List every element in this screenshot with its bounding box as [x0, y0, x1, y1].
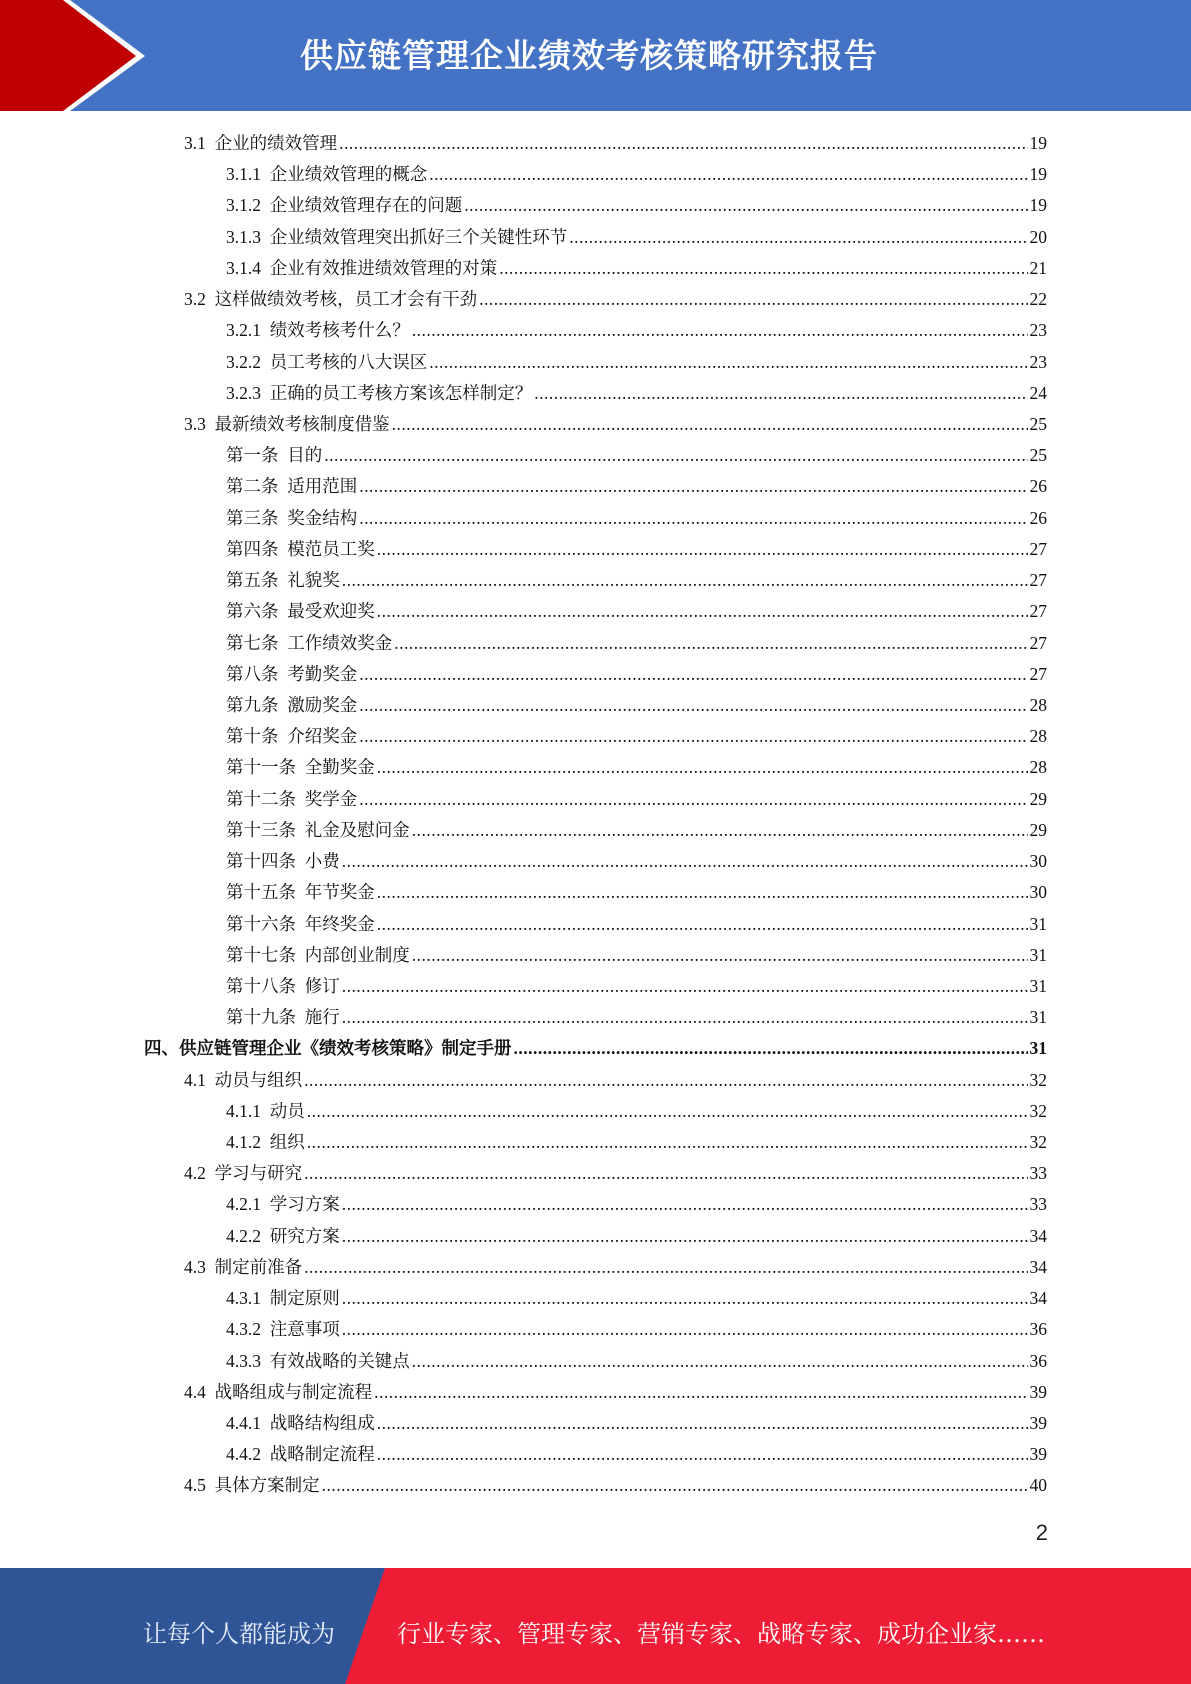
toc-entry-page: 28: [1029, 757, 1047, 778]
toc-entry-page: 31: [1029, 913, 1047, 934]
toc-entry-page: 31: [1029, 1038, 1047, 1059]
toc-entry-label: 第十八条 修订: [226, 975, 340, 996]
toc-entry-page: 26: [1029, 507, 1047, 528]
toc-entry[interactable]: [226, 161, 1047, 192]
toc-entry-page: 32: [1029, 1100, 1047, 1121]
toc-entry-label: 4.4 战略组成与制定流程: [184, 1381, 373, 1402]
toc-entry-label: 第十五条 年节奖金: [226, 882, 375, 903]
toc-entry-page: 19: [1029, 133, 1047, 153]
toc-entry-label: 3.2 这样做绩效考核，员工才会有干劲: [184, 289, 478, 310]
toc-entry-page: 21: [1029, 257, 1047, 278]
toc-entry-label: 第十六条 年终奖金: [226, 913, 375, 934]
toc-entry-label: 第十七条 内部创业制度: [226, 944, 410, 965]
toc-leader-dots: [307, 1132, 1028, 1153]
toc-leader-dots: [304, 1257, 1027, 1278]
toc-entry-page: 19: [1029, 195, 1047, 216]
toc-entry-page: 30: [1029, 851, 1047, 872]
toc-leader-dots: [359, 789, 1027, 810]
toc-entry-label: 4.3 制定前准备: [184, 1256, 303, 1277]
toc-leader-dots: [374, 1382, 1027, 1403]
toc-leader-dots: [377, 1413, 1028, 1434]
toc-entry-page: 31: [1029, 975, 1047, 996]
footer-slogan-left: 让每个人都能成为: [143, 1620, 335, 1648]
toc-leader-dots: [304, 1163, 1027, 1184]
toc-entry-page: 36: [1029, 1319, 1047, 1340]
toc-entry[interactable]: [226, 1004, 1047, 1035]
toc-leader-dots: [377, 601, 1028, 622]
toc-entry[interactable]: [226, 505, 1047, 536]
toc-entry[interactable]: [226, 1410, 1047, 1441]
toc-leader-dots: [429, 352, 1027, 373]
toc-entry-page: 27: [1029, 570, 1047, 591]
toc-entry-page: 22: [1029, 289, 1047, 310]
toc-leader-dots: [324, 445, 1027, 466]
toc-entry-label: 第七条 工作绩效奖金: [226, 632, 393, 653]
toc-entry-label: 第六条 最受欢迎奖: [226, 601, 375, 622]
toc-leader-dots: [377, 539, 1028, 560]
toc-entry-page: 30: [1029, 882, 1047, 903]
toc-entry-page: 28: [1029, 726, 1047, 747]
toc-entry-page: 39: [1029, 1381, 1047, 1402]
toc-entry[interactable]: [226, 911, 1047, 942]
toc-leader-dots: [322, 1475, 1028, 1496]
toc-entry[interactable]: [184, 286, 1047, 317]
toc-entry-label: 第四条 模范员工奖: [226, 538, 375, 559]
toc-entry[interactable]: [184, 1379, 1047, 1410]
toc-entry-label: 第五条 礼貌奖: [226, 570, 340, 591]
toc-entry[interactable]: [226, 192, 1047, 223]
toc-entry-page: 39: [1029, 1444, 1047, 1465]
toc-entry[interactable]: [184, 130, 1047, 161]
toc-entry-page: 34: [1029, 1256, 1047, 1277]
page-number: 2: [1035, 1520, 1048, 1545]
toc-leader-dots: [394, 633, 1027, 654]
toc-entry-label: 第十条 介绍奖金: [226, 726, 358, 747]
toc-leader-dots: [534, 383, 1027, 404]
toc-entry-label: 第十一条 全勤奖金: [226, 757, 375, 778]
toc-entry-label: 3.1.4 企业有效推进绩效管理的对策: [226, 257, 498, 278]
toc-entry-page: 27: [1029, 632, 1047, 653]
toc-entry-label: 第九条 激励奖金: [226, 694, 358, 715]
toc-entry[interactable]: [226, 1191, 1047, 1222]
toc-entry-label: 第十三条 礼金及慰问金: [226, 819, 410, 840]
toc-entry[interactable]: [184, 1067, 1047, 1098]
toc-leader-dots: [359, 695, 1027, 716]
toc-leader-dots: [377, 882, 1028, 903]
toc-entry-page: 24: [1029, 382, 1047, 403]
toc-entry[interactable]: [226, 879, 1047, 910]
toc-entry-label: 第十四条 小费: [226, 851, 340, 872]
toc-leader-dots: [307, 1101, 1028, 1122]
toc-entry[interactable]: [226, 598, 1047, 629]
page-header: [0, 0, 1191, 111]
toc-entry[interactable]: [226, 442, 1047, 473]
toc-entry-label: 第十九条 施行: [226, 1007, 340, 1028]
toc-entry-label: 3.2.1 绩效考核考什么？: [226, 320, 410, 341]
toc-entry-page: 32: [1029, 1132, 1047, 1153]
toc-entry-page: 27: [1029, 601, 1047, 622]
toc-entry-page: 40: [1029, 1475, 1047, 1496]
toc-entry-page: 36: [1029, 1350, 1047, 1371]
toc-entry[interactable]: [226, 380, 1047, 411]
toc-leader-dots: [342, 851, 1028, 872]
toc-entry-page: 25: [1029, 413, 1047, 434]
toc-entry-label: 四、供应链管理企业《绩效考核策略》制定手册: [144, 1038, 512, 1059]
toc-leader-dots: [342, 1288, 1028, 1309]
toc-entry-label: 3.3 最新绩效考核制度借鉴: [184, 413, 390, 434]
toc-leader-dots: [412, 820, 1028, 841]
toc-entry-label: 4.2 学习与研究: [184, 1163, 303, 1184]
toc-entry-label: 第一条 目的: [226, 445, 323, 466]
toc-entry[interactable]: [226, 255, 1047, 286]
toc-entry-page: 25: [1029, 445, 1047, 466]
toc-leader-dots: [412, 1351, 1028, 1372]
toc-entry-label: 4.4.1 战略结构组成: [226, 1413, 375, 1434]
toc-entry-page: 20: [1029, 226, 1047, 247]
toc-entry[interactable]: [144, 1035, 1047, 1066]
toc-entry-page: 19: [1029, 164, 1047, 185]
toc-entry[interactable]: [226, 692, 1047, 723]
toc-entry-label: 第八条 考勤奖金: [226, 663, 358, 684]
toc-entry-label: 4.4.2 战略制定流程: [226, 1444, 375, 1465]
toc-entry-page: 32: [1029, 1069, 1047, 1090]
toc-leader-dots: [392, 414, 1028, 435]
toc-entry[interactable]: [226, 1348, 1047, 1379]
toc-entry[interactable]: [226, 567, 1047, 598]
toc-leader-dots: [359, 726, 1027, 747]
toc-leader-dots: [359, 476, 1027, 497]
toc-entry-label: 3.1.2 企业绩效管理存在的问题: [226, 195, 463, 216]
toc-leader-dots: [342, 570, 1028, 591]
toc-entry[interactable]: [226, 817, 1047, 848]
toc-leader-dots: [342, 1007, 1028, 1028]
toc-entry-page: 33: [1029, 1194, 1047, 1215]
toc-entry-page: 34: [1029, 1225, 1047, 1246]
toc-entry[interactable]: [226, 1129, 1047, 1160]
toc-entry[interactable]: [226, 1441, 1047, 1472]
toc-entry-page: 28: [1029, 694, 1047, 715]
toc-entry[interactable]: [226, 1285, 1047, 1316]
toc-entry-label: 3.1 企业的绩效管理: [184, 133, 338, 153]
toc-entry-page: 34: [1029, 1288, 1047, 1309]
arrow-decoration-icon: [0, 0, 160, 111]
toc-entry-page: 39: [1029, 1413, 1047, 1434]
toc-leader-dots: [499, 258, 1027, 279]
toc-entry-page: 29: [1029, 788, 1047, 809]
toc-leader-dots: [464, 195, 1027, 216]
toc-leader-dots: [479, 289, 1027, 310]
toc-entry-label: 第十二条 奖学金: [226, 788, 358, 809]
toc-leader-dots: [359, 664, 1027, 685]
toc-entry[interactable]: [226, 661, 1047, 692]
toc-entry-label: 4.3.1 制定原则: [226, 1288, 340, 1309]
toc-entry[interactable]: [226, 973, 1047, 1004]
page-footer: [0, 1568, 1191, 1684]
toc-entry[interactable]: [184, 1254, 1047, 1285]
toc-entry[interactable]: [226, 723, 1047, 754]
toc-entry[interactable]: [226, 1316, 1047, 1347]
toc-leader-dots: [342, 976, 1028, 997]
toc-entry[interactable]: [226, 942, 1047, 973]
toc-entry-label: 4.1.2 组织: [226, 1132, 305, 1153]
toc-entry-page: 27: [1029, 663, 1047, 684]
toc-entry[interactable]: [226, 536, 1047, 567]
toc-entry[interactable]: [226, 754, 1047, 785]
toc-entry[interactable]: [184, 1472, 1047, 1503]
toc-entry[interactable]: [226, 786, 1047, 817]
toc-entry-label: 第二条 适用范围: [226, 476, 358, 497]
toc-entry-page: 29: [1029, 819, 1047, 840]
toc-entry[interactable]: [184, 1160, 1047, 1191]
toc-leader-dots: [569, 227, 1027, 248]
toc-entry-label: 4.2.1 学习方案: [226, 1194, 340, 1215]
toc-entry-page: 31: [1029, 944, 1047, 965]
toc-entry-label: 4.2.2 研究方案: [226, 1225, 340, 1246]
toc-entry-label: 4.3.2 注意事项: [226, 1319, 340, 1340]
toc-entry-label: 3.1.1 企业绩效管理的概念: [226, 164, 428, 185]
toc-leader-dots: [377, 914, 1028, 935]
toc-leader-dots: [412, 945, 1028, 966]
toc-leader-dots: [377, 757, 1028, 778]
toc-entry-label: 第三条 奖金结构: [226, 507, 358, 528]
toc-leader-dots: [429, 164, 1027, 185]
toc-entry-page: 26: [1029, 476, 1047, 497]
toc-entry-label: 3.2.2 员工考核的八大误区: [226, 351, 428, 372]
toc-entry[interactable]: [226, 349, 1047, 380]
toc-leader-dots: [342, 1319, 1028, 1340]
document-title: 供应链管理企业绩效考核策略研究报告: [300, 36, 878, 75]
toc-entry[interactable]: [226, 224, 1047, 255]
toc-leader-dots: [514, 1038, 1028, 1059]
toc-entry-label: 4.3.3 有效战略的关键点: [226, 1350, 410, 1371]
toc-entry[interactable]: [226, 317, 1047, 348]
toc-entry-label: 4.5 具体方案制定: [184, 1475, 320, 1496]
toc-entry-page: 27: [1029, 538, 1047, 559]
toc-entry-label: 3.1.3 企业绩效管理突出抓好三个关键性环节: [226, 226, 568, 247]
toc-leader-dots: [359, 508, 1027, 529]
toc-leader-dots: [342, 1226, 1028, 1247]
toc-entry-label: 4.1.1 动员: [226, 1100, 305, 1121]
toc-leader-dots: [304, 1070, 1027, 1091]
toc-entry-label: 3.2.3 正确的员工考核方案该怎样制定？: [226, 382, 533, 403]
toc-entry[interactable]: [184, 411, 1047, 442]
toc-entry-page: 33: [1029, 1163, 1047, 1184]
footer-slogan-right: 行业专家、管理专家、营销专家、战略专家、成功企业家……: [397, 1620, 1045, 1648]
toc-entry[interactable]: [226, 848, 1047, 879]
toc-leader-dots: [377, 1444, 1028, 1465]
toc-entry-page: 23: [1029, 320, 1047, 341]
toc-entry-page: 23: [1029, 351, 1047, 372]
toc-entry[interactable]: [226, 1098, 1047, 1129]
toc-entry-label: 4.1 动员与组织: [184, 1069, 303, 1090]
toc-leader-dots: [342, 1194, 1028, 1215]
toc-entry[interactable]: [226, 473, 1047, 504]
toc-leader-dots: [339, 133, 1027, 154]
toc-entry[interactable]: [226, 1223, 1047, 1254]
toc-entry-page: 31: [1029, 1007, 1047, 1028]
toc-entry[interactable]: [226, 630, 1047, 661]
toc-leader-dots: [412, 320, 1028, 341]
